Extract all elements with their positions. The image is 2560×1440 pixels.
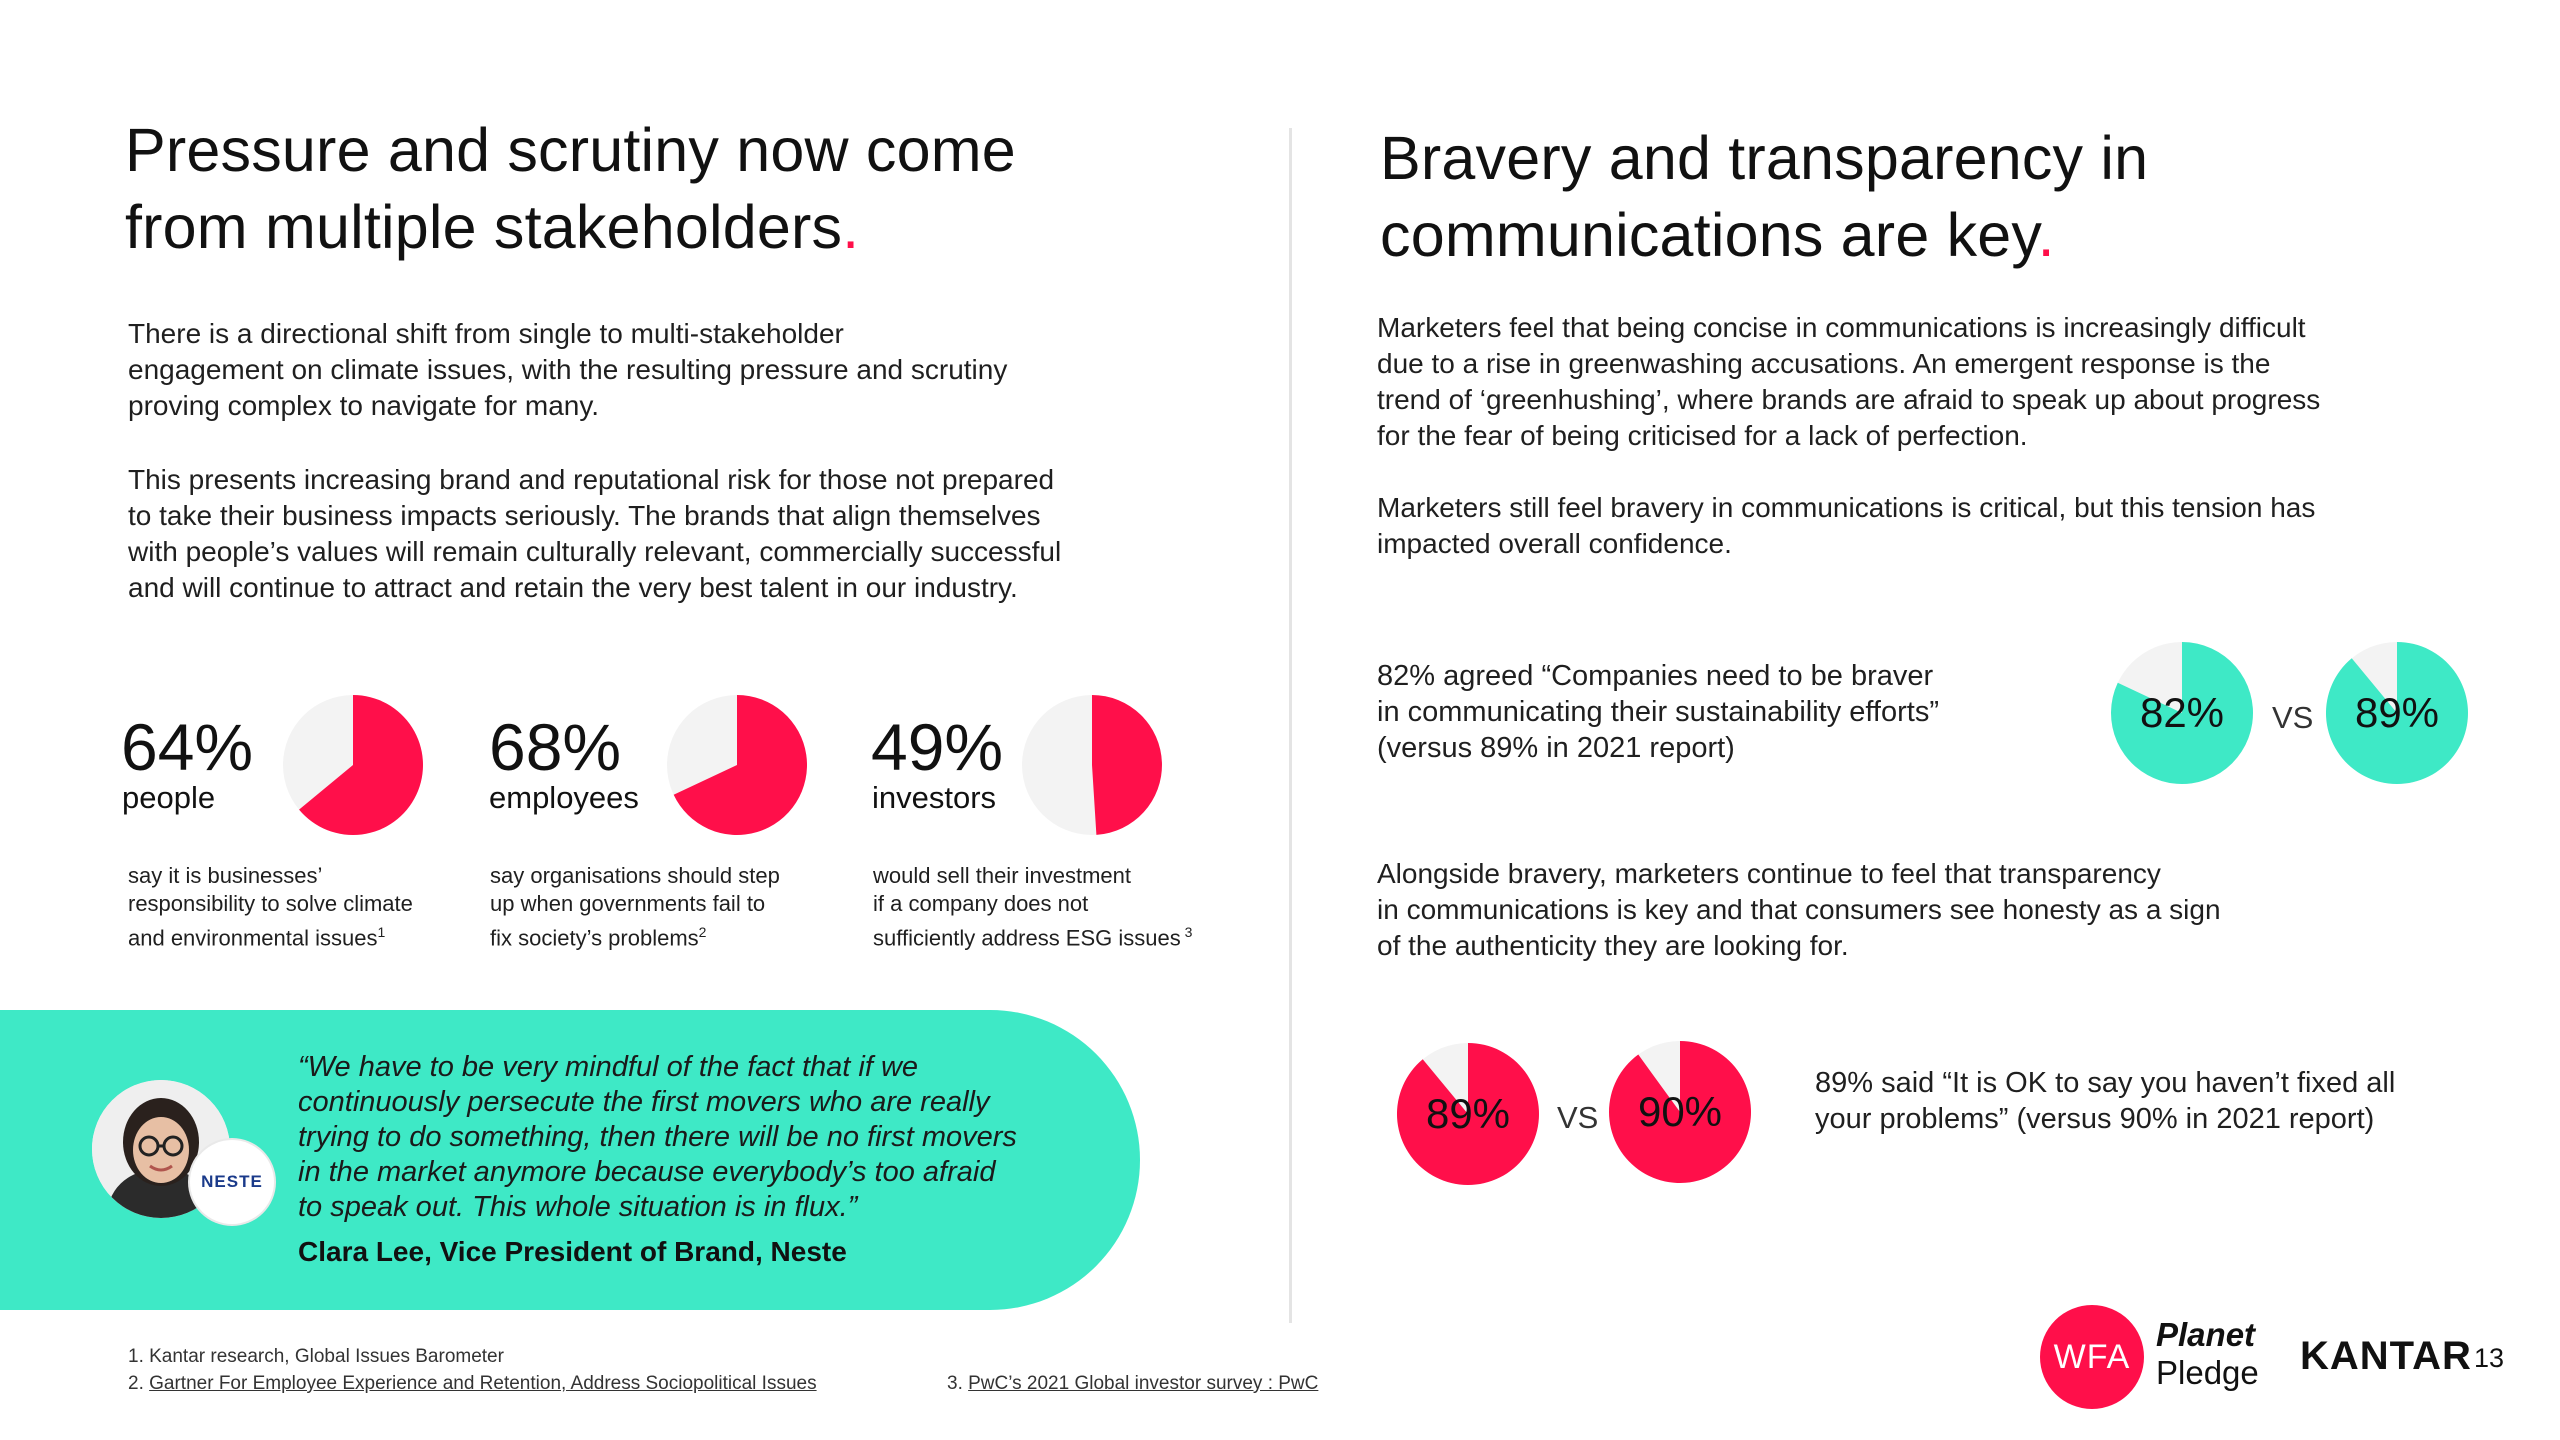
text-line: Alongside bravery, marketers continue to feel that transparency xyxy=(1377,858,2161,889)
left-paragraph-1 xyxy=(128,316,1007,424)
text-line: Marketers still feel bravery in communications is critical, but this tension has xyxy=(1377,492,2316,523)
quote-line: “We have to be very mindful of the fact that if we xyxy=(298,1051,919,1083)
quote-line: in the market anymore because everybody’s too afraid xyxy=(298,1156,996,1188)
left-paragraph-2 xyxy=(128,462,1061,606)
right-title xyxy=(1380,120,2148,274)
text-line: 89% said “It is OK to say you haven’t fixed all xyxy=(1815,1067,2396,1099)
stat-desc-people xyxy=(128,862,413,952)
pie-label-bravery-2021: 89% xyxy=(2354,689,2440,736)
text-line: of the authenticity they are looking for. xyxy=(1377,930,1849,961)
footnote-3-link[interactable]: PwC’s 2021 Global investor survey : PwC xyxy=(968,1373,1319,1394)
stat-label-employees: employees xyxy=(489,780,639,815)
quote-line: to speak out. This whole situation is in flux.” xyxy=(298,1191,858,1223)
quote-author: Clara Lee, Vice President of Brand, Neste xyxy=(298,1236,847,1267)
right-title-line2: communications are key xyxy=(1380,201,2038,269)
quote-line: trying to do something, then there will be no first movers xyxy=(298,1121,1017,1153)
text-line: due to a rise in greenwashing accusations. An emergent response is the xyxy=(1377,348,2271,379)
vs-label: VS xyxy=(2272,700,2314,735)
text-line: engagement on climate issues, with the resulting pressure and scrutiny xyxy=(128,354,1008,385)
footnote-2-link[interactable]: Gartner For Employee Experience and Retention, Address Sociopolitical Issues xyxy=(149,1373,817,1394)
text-line: for the fear of being criticised for a lack of perfection. xyxy=(1377,420,2028,451)
text-line: This presents increasing brand and reputational risk for those not prepared xyxy=(128,464,1055,495)
planet-pledge-logo xyxy=(2156,1316,2259,1392)
stat-desc-investors xyxy=(873,862,1192,952)
footnote-ref: 1 xyxy=(377,924,386,940)
text-line: to take their business impacts seriously. The brands that align themselves xyxy=(128,500,1041,531)
bravery-stat-text xyxy=(1377,658,1939,766)
text-line: impacted overall confidence. xyxy=(1377,528,1732,559)
title-accent-dot: . xyxy=(2037,201,2055,269)
stat-label-people: people xyxy=(122,780,216,815)
left-title xyxy=(125,112,1016,266)
pie-label-transparency-current: 89% xyxy=(1425,1090,1511,1137)
footnote-2 xyxy=(128,1371,817,1397)
planet-pledge-line2: Pledge xyxy=(2156,1354,2259,1391)
desc-line: would sell their investment xyxy=(873,863,1132,888)
desc-line: up when governments fail to xyxy=(490,891,766,916)
footnote-ref: 2 xyxy=(698,924,707,940)
neste-logo-badge: NESTE xyxy=(190,1140,274,1224)
footnote-2-prefix: 2. xyxy=(128,1373,150,1394)
text-line: in communications is key and that consumers see honesty as a sign xyxy=(1377,894,2221,925)
pie-label-bravery-current: 82% xyxy=(2139,689,2225,736)
vs-label: VS xyxy=(1557,1100,1599,1135)
footnote-3 xyxy=(947,1371,1318,1397)
footnote-1: 1. Kantar research, Global Issues Barometer xyxy=(128,1346,504,1367)
text-line: and will continue to attract and retain the very best talent in our industry. xyxy=(128,572,1018,603)
text-line: 82% agreed “Companies need to be braver xyxy=(1377,660,1934,692)
pie-slice-investors xyxy=(1092,695,1162,835)
right-title-line2-wrap xyxy=(1380,197,2148,274)
text-line: your problems” (versus 90% in 2021 report) xyxy=(1815,1103,2375,1135)
pie-label-transparency-2021: 90% xyxy=(1637,1088,1723,1135)
stat-value-investors: 49% xyxy=(871,710,1004,784)
desc-line: responsibility to solve climate xyxy=(128,891,413,916)
desc-line-wrap xyxy=(490,918,780,952)
kantar-logo: KANTAR xyxy=(2300,1334,2472,1378)
desc-line: if a company does not xyxy=(873,891,1089,916)
desc-line-wrap xyxy=(128,918,413,952)
column-divider xyxy=(1289,128,1292,1323)
right-title-line1: Bravery and transparency in xyxy=(1380,124,2149,192)
desc-line: say organisations should step xyxy=(490,863,780,888)
stat-value-employees: 68% xyxy=(489,710,622,784)
desc-line: say it is businesses’ xyxy=(128,863,323,888)
stat-value-people: 64% xyxy=(121,710,254,784)
text-line: proving complex to navigate for many. xyxy=(128,390,600,421)
title-accent-dot: . xyxy=(842,193,860,261)
text-line: (versus 89% in 2021 report) xyxy=(1377,732,1735,764)
pie-chart-investors xyxy=(1021,694,1163,836)
page-number: 13 xyxy=(2474,1343,2505,1373)
wfa-logo: WFA xyxy=(2040,1305,2144,1409)
desc-line: and environmental issues xyxy=(128,925,378,951)
quote-text xyxy=(298,1050,1098,1225)
text-line: with people’s values will remain culturally relevant, commercially successful xyxy=(128,536,1062,567)
stat-label-investors: investors xyxy=(872,780,997,815)
text-line: trend of ‘greenhushing’, where brands are afraid to speak up about progress xyxy=(1377,384,2321,415)
pie-chart-people xyxy=(282,694,424,836)
desc-line: fix society’s problems xyxy=(490,925,699,951)
pie-chart-employees xyxy=(666,694,808,836)
planet-pledge-line1: Planet xyxy=(2156,1316,2256,1353)
transparency-stat-text xyxy=(1815,1065,2395,1137)
footnote-ref: 3 xyxy=(1180,924,1193,940)
right-paragraph-3 xyxy=(1377,856,2221,964)
right-paragraph-2 xyxy=(1377,490,2315,562)
desc-line-wrap xyxy=(873,918,1192,952)
left-title-line2: from multiple stakeholders xyxy=(125,193,843,261)
right-paragraph-1 xyxy=(1377,310,2320,454)
left-title-line1: Pressure and scrutiny now come xyxy=(125,116,1016,184)
text-line: Marketers feel that being concise in communications is increasingly difficult xyxy=(1377,312,2306,343)
text-line: There is a directional shift from single to multi-stakeholder xyxy=(128,318,844,349)
text-line: in communicating their sustainability efforts” xyxy=(1377,696,1939,728)
left-title-line2-wrap xyxy=(125,189,1016,266)
quote-line: continuously persecute the first movers who are really xyxy=(298,1086,990,1118)
stat-desc-employees xyxy=(490,862,780,952)
footnote-3-prefix: 3. xyxy=(947,1373,969,1394)
desc-line: sufficiently address ESG issues xyxy=(873,925,1181,951)
